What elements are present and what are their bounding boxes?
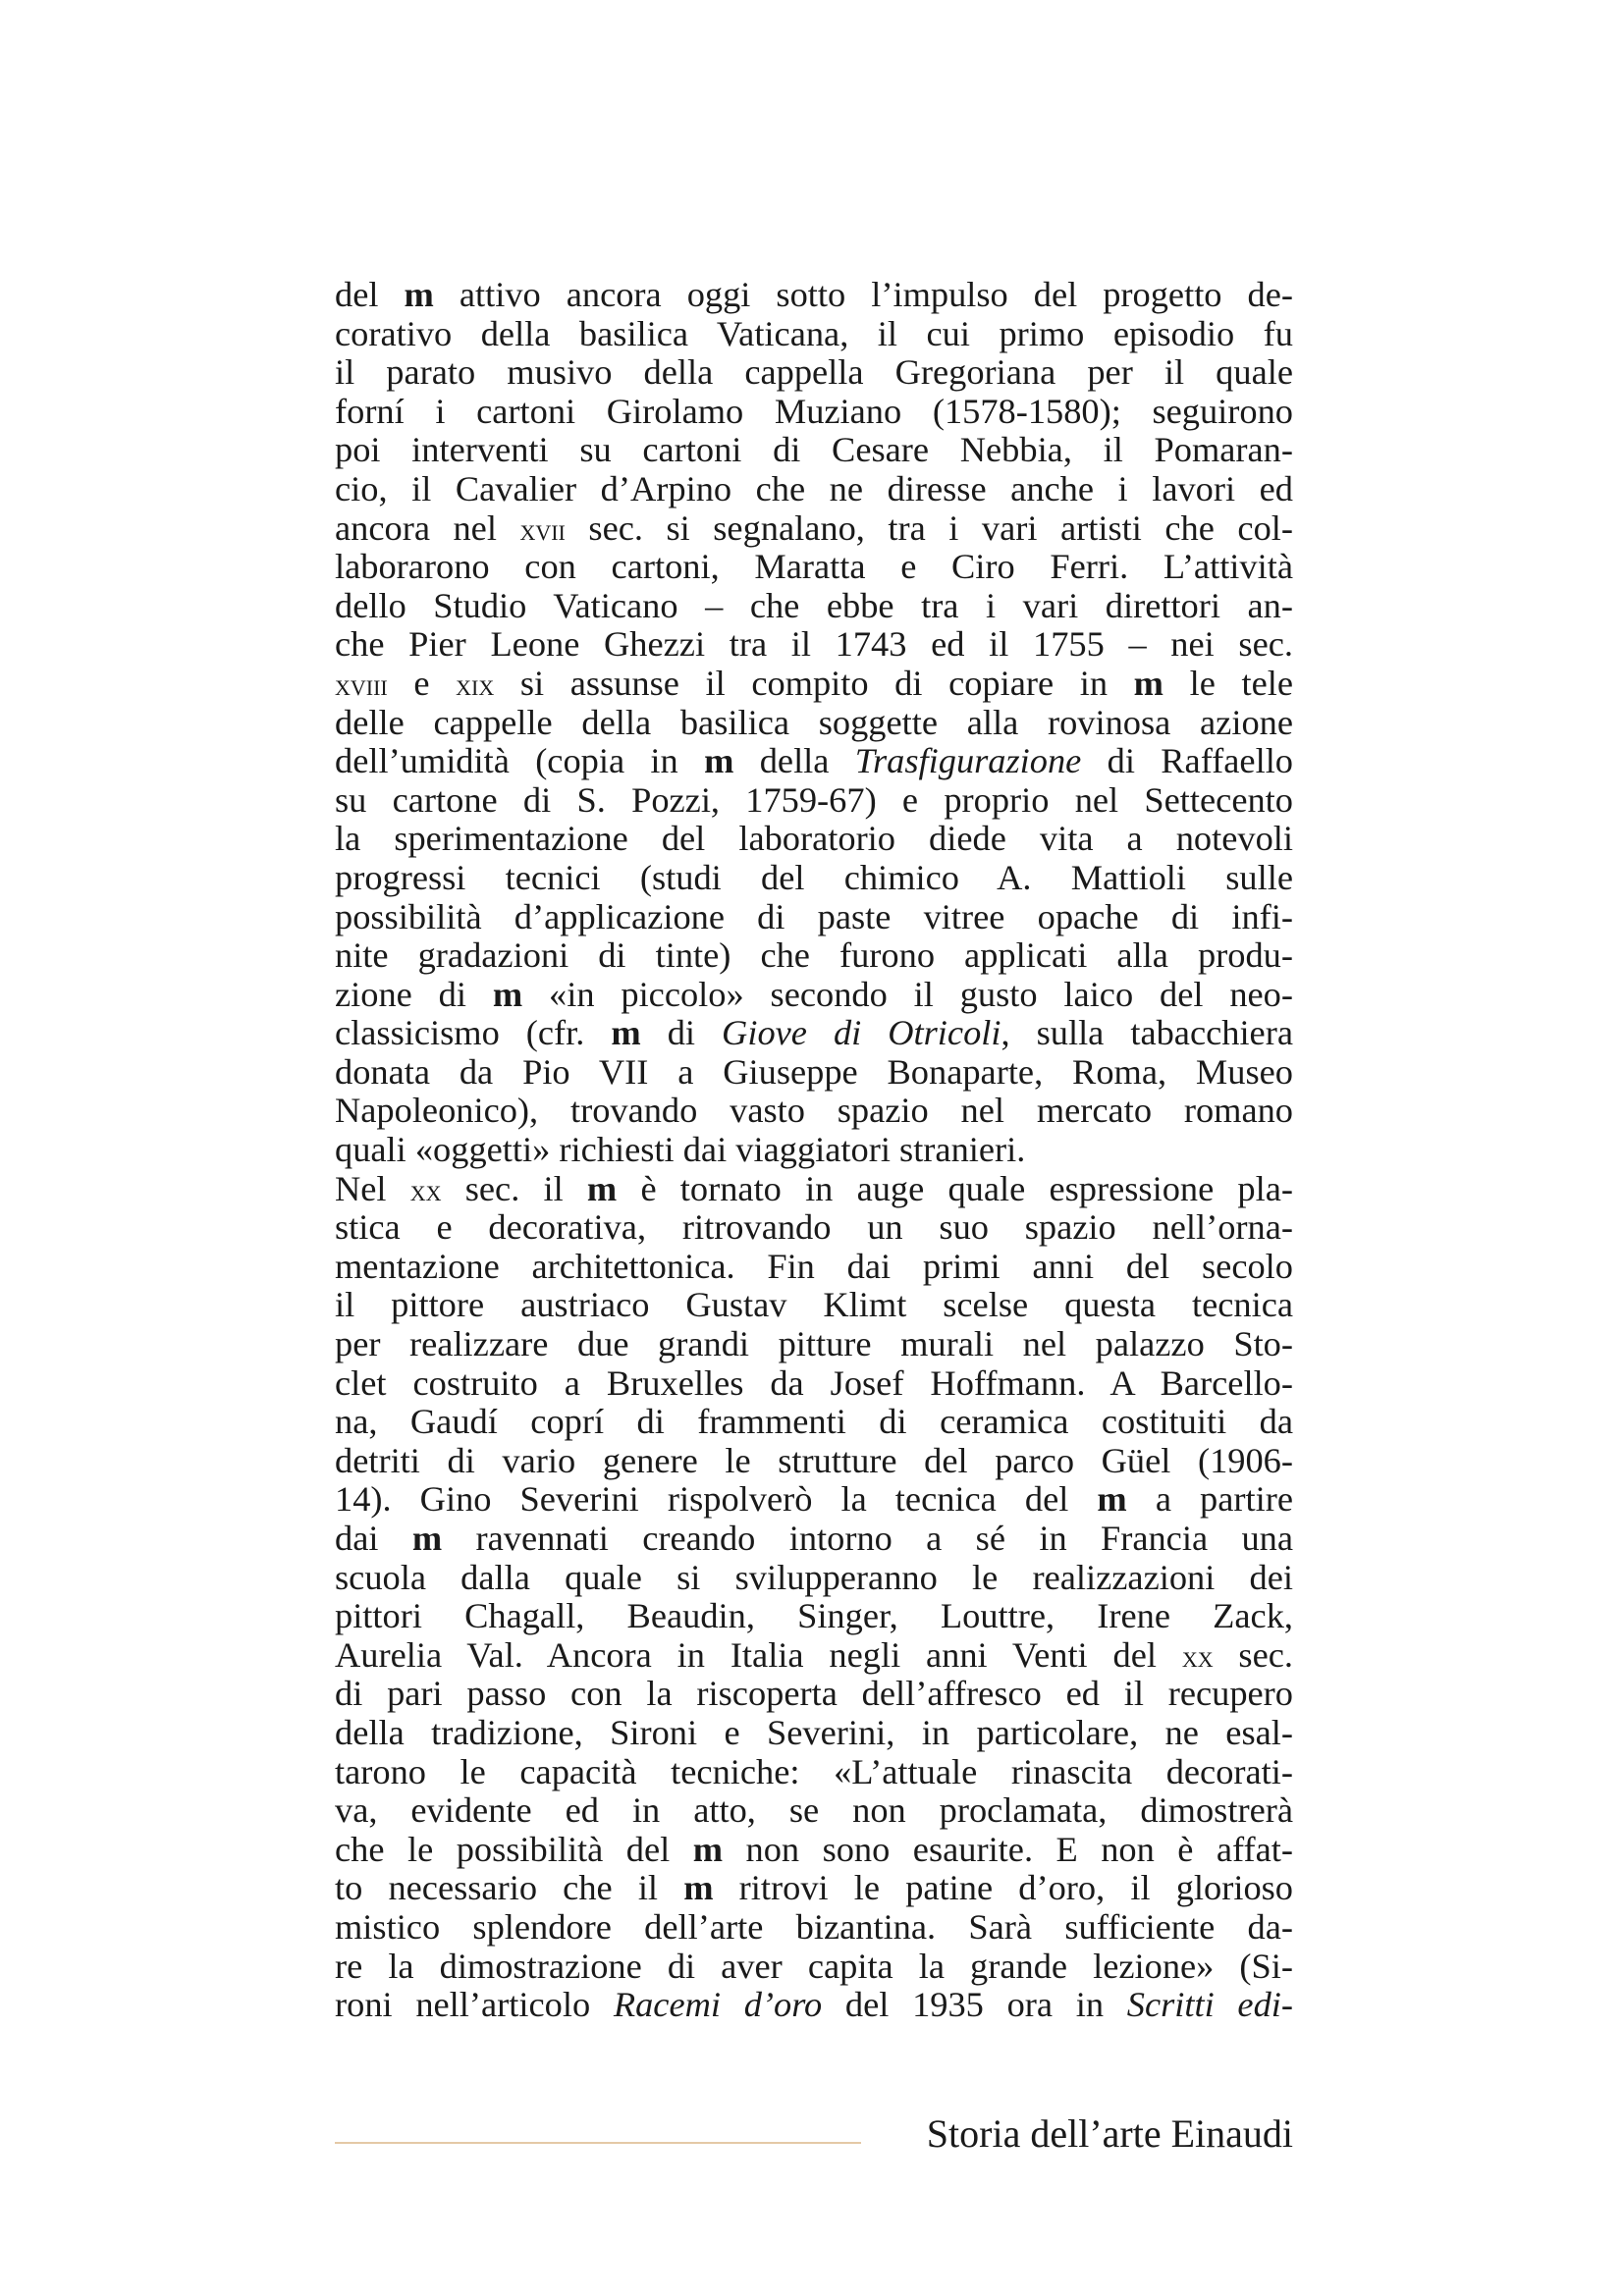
italic-title: Racemi d’oro	[613, 1985, 823, 2025]
text-line	[335, 1636, 1293, 1676]
text-line	[335, 1286, 1293, 1325]
text-run: scuola dalla quale si svilupperanno le realizzazioni dei	[335, 1557, 1293, 1597]
text-run: donata da Pio VII a Giuseppe Bonaparte, Roma, Museo	[335, 1051, 1293, 1092]
text-line	[335, 898, 1293, 937]
text-run: del 1935 ora in	[822, 1985, 1127, 2025]
text-line	[335, 353, 1293, 393]
text-line	[335, 1714, 1293, 1753]
text-line	[335, 665, 1293, 704]
text-run: laborarono con cartoni, Maratta e Ciro Ferri. L’attività	[335, 547, 1293, 587]
text-run: possibilità d’applicazione di paste vitree opache di infi-	[335, 896, 1293, 936]
text-line	[335, 1520, 1293, 1559]
text-run: roni nell’articolo	[335, 1985, 614, 2025]
text-run: mistico splendore dell’arte bizantina. Sarà sufficiente da-	[335, 1906, 1293, 1947]
century-numeral: xvii	[519, 511, 566, 547]
text-line	[335, 315, 1293, 354]
headword-abbrev: m	[1097, 1479, 1127, 1520]
text-run: pittori Chagall, Beaudin, Singer, Louttre, Irene Zack,	[335, 1596, 1293, 1636]
text-run: progressi tecnici (studi del chimico A. Mattioli sulle	[335, 857, 1293, 897]
text-line	[335, 1170, 1293, 1209]
text-line	[335, 1092, 1293, 1131]
text-line	[335, 936, 1293, 976]
text-run: di	[640, 1013, 723, 1053]
headword-abbrev: m	[692, 1829, 724, 1869]
text-run: di pari passo con la riscoperta dell’affresco ed il recupero	[335, 1674, 1293, 1714]
text-line	[335, 1131, 1293, 1170]
text-line	[335, 1986, 1293, 2025]
text-run: le tele	[1163, 663, 1293, 703]
text-line	[335, 1480, 1293, 1520]
text-run: è tornato in auge quale espressione pla-	[617, 1168, 1294, 1208]
text-line	[335, 1908, 1293, 1948]
text-run: a partire	[1126, 1479, 1293, 1520]
text-line	[335, 1675, 1293, 1714]
text-line	[335, 509, 1293, 549]
text-run: Napoleonico), trovando vasto spazio nel mercato romano	[335, 1091, 1293, 1131]
text-line	[335, 1948, 1293, 1987]
text-run: classicismo (cfr.	[335, 1013, 612, 1053]
text-line	[335, 1325, 1293, 1364]
headword-abbrev: m	[492, 974, 523, 1014]
footer-rule	[335, 2142, 861, 2144]
century-numeral: xx	[409, 1172, 442, 1207]
text-line	[335, 587, 1293, 626]
text-run: che Pier Leone Ghezzi tra il 1743 ed il 1755 – nei sec.	[335, 624, 1293, 665]
text-line	[335, 820, 1293, 859]
text-line	[335, 276, 1293, 315]
headword-abbrev: m	[611, 1013, 641, 1053]
text-run: la sperimentazione del laboratorio diede vita a notevoli	[335, 819, 1293, 859]
century-numeral: xviii	[335, 667, 388, 702]
text-run: «in piccolo» secondo il gusto laico del neo-	[522, 974, 1293, 1014]
text-run: su cartone di S. Pozzi, 1759-67) e proprio nel Settecento	[335, 779, 1293, 820]
text-run: na, Gaudí coprí di frammenti di ceramica costituiti da	[335, 1402, 1293, 1442]
text-run: si assunse il compito di copiare in	[494, 663, 1134, 703]
text-run: della tradizione, Sironi e Severini, in particolare, ne esal-	[335, 1712, 1293, 1752]
headword-abbrev: m	[1133, 663, 1163, 703]
text-run: , sulla tabacchiera	[1001, 1013, 1293, 1053]
text-run: re la dimostrazione di aver capita la grande lezione» (Si-	[335, 1946, 1293, 1986]
italic-title: Trasfigurazione	[854, 741, 1082, 781]
text-run: Nel	[335, 1168, 410, 1208]
text-line	[335, 431, 1293, 470]
italic-title: Giove di Otricoli	[722, 1013, 1001, 1053]
body-text	[335, 276, 1293, 2025]
text-line	[335, 781, 1293, 821]
text-line	[335, 1753, 1293, 1792]
headword-abbrev: m	[404, 275, 434, 314]
text-run: 14). Gino Severini rispolverò la tecnica del	[335, 1479, 1098, 1520]
text-line	[335, 393, 1293, 432]
text-run: del	[335, 275, 405, 314]
text-line	[335, 859, 1293, 898]
text-run: di Raffaello	[1081, 741, 1294, 781]
text-run: che le possibilità del	[335, 1829, 693, 1869]
text-line	[335, 1014, 1293, 1053]
text-run: forní i cartoni Girolamo Muziano (1578-1580); seguirono	[335, 391, 1293, 431]
headword-abbrev: m	[411, 1519, 443, 1558]
text-run: mentazione architettonica. Fin dai primi anni del secolo	[335, 1246, 1293, 1286]
text-run: tarono le capacità tecniche: «L’attuale rinascita decorati-	[335, 1751, 1293, 1791]
text-run: ravennati creando intorno a sé in Francia una	[442, 1519, 1293, 1558]
text-run: dai	[335, 1519, 412, 1558]
text-line	[335, 1053, 1293, 1093]
headword-abbrev: m	[704, 741, 734, 781]
text-line	[335, 1364, 1293, 1404]
text-run: e	[387, 663, 457, 703]
text-line	[335, 1791, 1293, 1831]
text-run: sec. il	[441, 1168, 587, 1208]
text-run: Aurelia Val. Ancora in Italia negli anni Venti del	[335, 1634, 1182, 1675]
text-run: clet costruito a Bruxelles da Josef Hoffmann. A Barcello-	[335, 1362, 1293, 1403]
century-numeral: xix	[456, 667, 495, 702]
text-run: quali «oggetti» richiesti dai viaggiatori stranieri.	[335, 1130, 1026, 1170]
text-run: il parato musivo della cappella Gregoriana per il quale	[335, 352, 1293, 393]
text-run: non sono esaurite. E non è affat-	[723, 1829, 1293, 1869]
text-run: ancora nel	[335, 507, 520, 548]
text-run: ritrovi le patine d’oro, il glorioso	[713, 1868, 1293, 1908]
headword-abbrev: m	[683, 1868, 714, 1908]
footer-title: Storia dell’arte Einaudi	[926, 2111, 1293, 2156]
text-line	[335, 1869, 1293, 1908]
text-line	[335, 1442, 1293, 1481]
italic-title: Scritti edi-	[1126, 1985, 1293, 2025]
text-line	[335, 470, 1293, 509]
text-line	[335, 742, 1293, 781]
text-run: dell’umidità (copia in	[335, 741, 705, 781]
text-run: il pittore austriaco Gustav Klimt scelse questa tecnica	[335, 1285, 1293, 1325]
text-line	[335, 625, 1293, 665]
text-line	[335, 704, 1293, 743]
text-run: detriti di vario genere le strutture del parco Güel (1906-	[335, 1440, 1293, 1480]
text-run: corativo della basilica Vaticana, il cui primo episodio fu	[335, 313, 1293, 353]
text-run: to necessario che il	[335, 1868, 684, 1908]
text-line	[335, 1597, 1293, 1636]
text-run: nite gradazioni di tinte) che furono applicati alla produ-	[335, 935, 1293, 976]
text-run: attivo ancora oggi sotto l’impulso del progetto de-	[433, 275, 1293, 314]
text-line	[335, 1248, 1293, 1287]
text-run: per realizzare due grandi pitture murali nel palazzo Sto-	[335, 1324, 1293, 1364]
text-run: va, evidente ed in atto, se non proclamata, dimostrerà	[335, 1790, 1293, 1831]
text-run: sec. si segnalano, tra i vari artisti che col-	[565, 507, 1293, 548]
text-run: zione di	[335, 974, 493, 1014]
page-footer	[335, 2107, 1293, 2165]
text-run: cio, il Cavalier d’Arpino che ne diresse anche i lavori ed	[335, 468, 1293, 508]
text-line	[335, 548, 1293, 587]
text-run: poi interventi su cartoni di Cesare Nebbia, il Pomaran-	[335, 430, 1293, 470]
text-line	[335, 1208, 1293, 1248]
text-run: della	[733, 741, 855, 781]
text-line	[335, 1831, 1293, 1870]
text-line	[335, 1559, 1293, 1598]
text-run: stica e decorativa, ritrovando un suo spazio nell’orna-	[335, 1207, 1293, 1248]
text-run: sec.	[1213, 1634, 1293, 1675]
century-numeral: xx	[1181, 1638, 1214, 1674]
headword-abbrev: m	[586, 1168, 618, 1208]
text-line	[335, 1403, 1293, 1442]
text-line	[335, 976, 1293, 1015]
text-run: delle cappelle della basilica soggette alla rovinosa azione	[335, 702, 1293, 742]
text-run: dello Studio Vaticano – che ebbe tra i vari direttori an-	[335, 585, 1293, 625]
